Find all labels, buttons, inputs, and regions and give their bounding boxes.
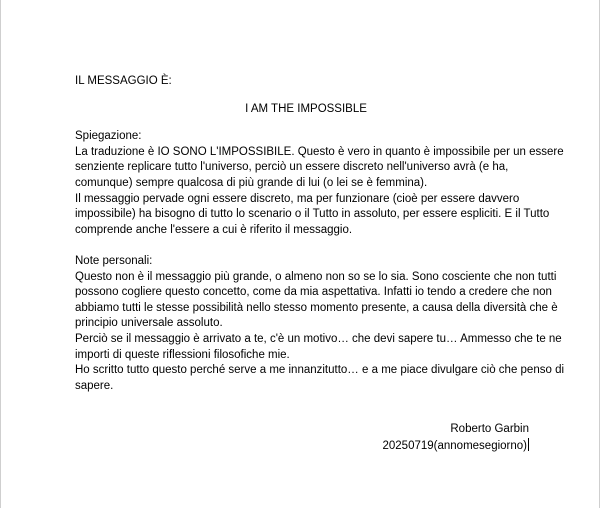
paragraph-line: Perciò se il messaggio è arrivato a te, c'è un motivo… che devi sapere tu… Ammesso che te ne	[75, 332, 562, 345]
paragraph-line: comprende anche l'essere a cui è riferito il messaggio.	[75, 223, 353, 236]
paragraph-line: possono cogliere questo concetto, come da mia aspettativa. Infatti io tendo a credere che non	[75, 286, 552, 299]
signature-date: 20250719(annomesegiorno)	[382, 439, 527, 452]
spiegazione-label: Spiegazione:	[75, 130, 142, 143]
paragraph-line: principio universale assoluto.	[75, 317, 223, 330]
paragraph-line: importi di queste riflessioni filosofiche mie.	[75, 348, 290, 361]
document-body[interactable]	[75, 74, 565, 394]
text-cursor	[528, 438, 529, 451]
heading: IL MESSAGGIO È:	[75, 75, 172, 87]
note-label: Note personali:	[75, 254, 153, 267]
signature-block	[383, 422, 530, 454]
paragraph-line: Il messaggio pervade ogni essere discreto, ma per funzionare (cioè per essere davvero	[75, 192, 520, 205]
signature-name: Roberto Garbin	[450, 423, 529, 435]
paragraph-line: impossibile) ha bisogno di tutto lo scenario o il Tutto in assoluto, per essere espliciti. E il Tutto	[75, 208, 550, 221]
paragraph-line: Questo non è il messaggio più grande, o almeno non so se lo sia. Sono cosciente che non tutti	[75, 270, 557, 283]
spiegazione-section	[75, 129, 564, 238]
signature-date-line[interactable]	[383, 438, 530, 455]
note-section	[75, 254, 565, 394]
paragraph-line: Ho scritto tutto questo perché serve a me innanzitutto… e a me piace divulgare ciò che penso di	[75, 364, 565, 377]
paragraph-line: abbiamo tutti le stesse possibilità nello stesso momento presente, a causa della diversità che è	[75, 301, 558, 314]
paragraph-line: comunque) sempre qualcosa di più grande di lui (o lei se è femmina).	[75, 176, 428, 189]
document-title: I AM THE IMPOSSIBLE	[245, 102, 367, 115]
blank-line	[75, 238, 537, 254]
paragraph-line: senziente replicare tutto l'universo, perciò un essere discreto nell'universo avrà (e ha,	[75, 161, 509, 174]
paragraph-line: sapere.	[75, 379, 114, 392]
paragraph-line: La traduzione è IO SONO L'IMPOSSIBILE. Questo è vero in quanto è impossibile per un essere	[75, 145, 564, 158]
